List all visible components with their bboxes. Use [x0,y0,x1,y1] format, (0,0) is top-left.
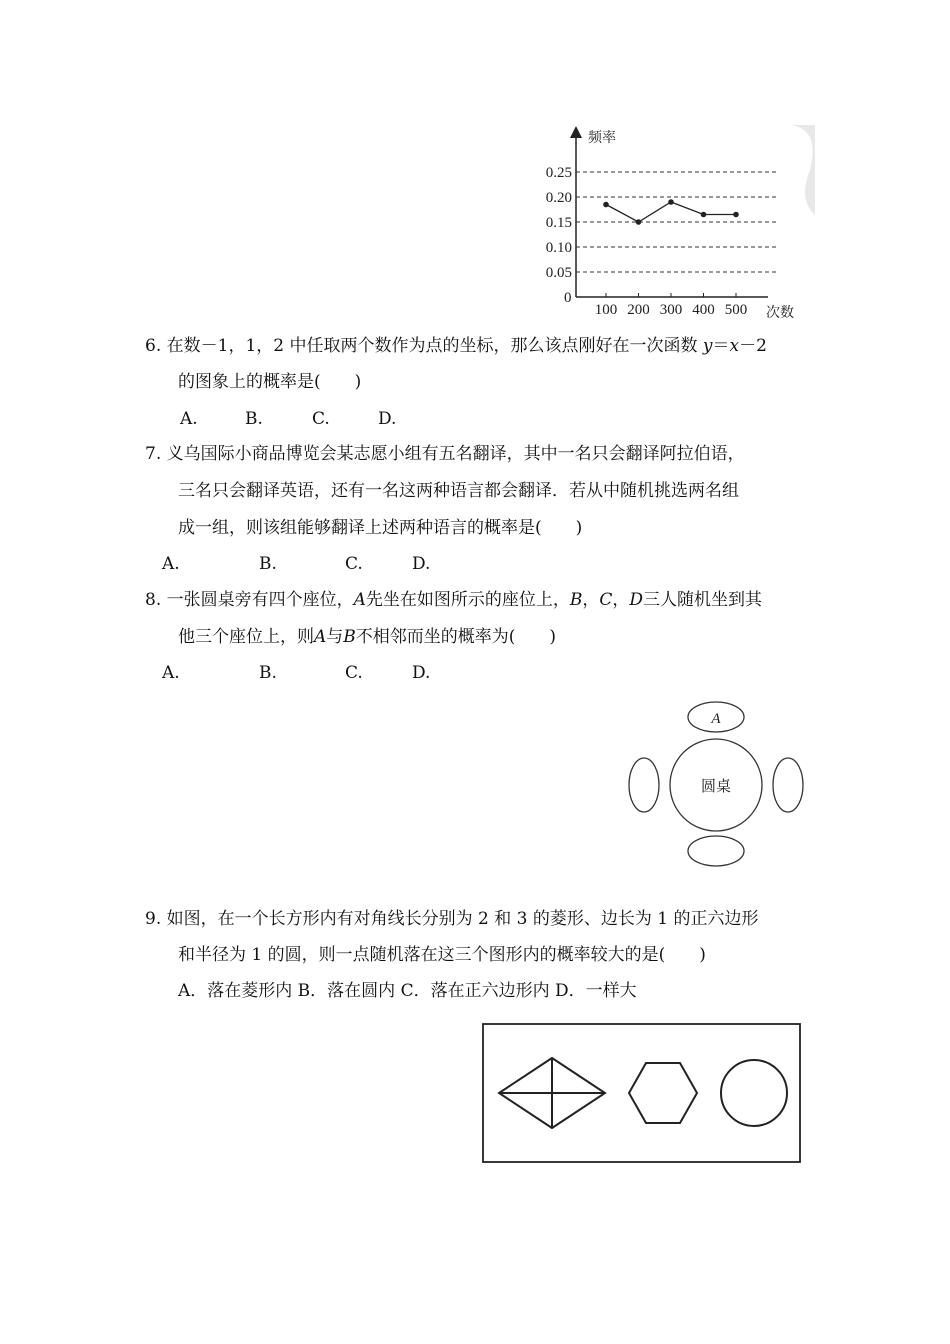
q8-text-d: 他三个座位上，则 [178,627,314,647]
y-axis-label: 频率 [588,130,616,146]
series-line [606,202,736,222]
origin-label: 0 [564,290,572,306]
q8-line2 [178,626,556,648]
seat-right [773,758,803,812]
q8-var-c: C [599,590,613,610]
q6-line2: 的图象上的概率是( ) [178,372,362,392]
q6-text: 6. 在数－1，1，2 中任取两个数作为点的坐标，那么该点刚好在一次函数 [145,336,698,356]
q8-comma-1: ， [582,590,600,610]
q6-func-rest: －2 [739,336,767,356]
shapes-figure [480,1020,805,1166]
round-table-figure [620,695,810,875]
q8-option-d: D. [412,663,431,683]
q6-option-c: C. [312,409,330,429]
hexagon [629,1063,697,1123]
data-point [701,212,707,218]
seat-bottom [688,836,744,866]
q7-option-c: C. [345,554,363,574]
x-tick-label: 400 [692,302,715,318]
seat-top-label: A [711,711,721,727]
q7-line2: 三名只会翻译英语，还有一名这两种语言都会翻译．若从中随机挑选两名组 [178,481,739,501]
frequency-line-chart [530,120,820,325]
q8-var-a2: A [314,627,327,647]
q7-line3: 成一组，则该组能够翻译上述两种语言的概率是( ) [178,518,583,538]
x-tick-label: 500 [724,302,748,318]
q7-option-b: B. [259,554,277,574]
watermark-shape [792,125,815,215]
q8-line1 [145,589,762,611]
q6-line1 [145,335,767,357]
q9-line2: 和半径为 1 的圆，则一点随机落在这三个图形内的概率较大的是( ) [178,945,706,965]
data-point [603,202,609,208]
q8-var-b2: B [343,627,356,647]
q8-var-d: D [629,590,644,610]
x-tick-label: 200 [627,302,650,318]
q7-option-d: D. [412,554,431,574]
q9-line1: 9. 如图，在一个长方形内有对角线长分别为 2 和 3 的菱形、边长为 1 的正六边形 [145,909,759,929]
q8-text-e: 与 [326,627,344,647]
q9-options: A．落在菱形内 B．落在圆内 C．落在正六边形内 D．一样大 [178,981,637,1001]
q7-option-a: A. [162,554,180,574]
circle [721,1060,787,1126]
x-tick-label: 100 [594,302,618,318]
y-tick-label: 0.25 [545,165,572,181]
x-tick-label: 300 [659,302,683,318]
y-tick-label: 0.10 [545,240,572,256]
q6-func-y: y [702,336,713,356]
data-point [668,199,674,205]
q6-func-eq: ＝ [712,336,730,356]
y-tick-label: 0.05 [545,265,572,281]
q8-option-a: A. [162,663,180,683]
q8-text-f: 不相邻而坐的概率为( ) [355,627,557,647]
y-tick-label: 0.15 [545,215,572,231]
q8-var-a: A [353,590,366,610]
seat-left [629,758,659,812]
q8-text-c: 三人随机坐到其 [643,590,763,610]
q8-option-c: C. [345,663,363,683]
y-tick-label: 0.20 [545,190,572,206]
data-point [636,219,642,225]
q8-comma-2: ， [612,590,630,610]
round-table-label: 圆桌 [700,777,732,795]
q6-func-x: x [729,336,740,356]
q8-text-b: 先坐在如图所示的座位上， [365,590,570,610]
q6-option-a: A. [180,409,198,429]
x-axis-label: 次数 [766,305,794,321]
q7-line1: 7. 义乌国际小商品博览会某志愿小组有五名翻译，其中一名只会翻译阿拉伯语， [145,444,745,464]
q8-var-b: B [569,590,583,610]
data-point [733,212,739,218]
q8-option-b: B. [259,663,277,683]
q8-text-a: 8. 一张圆桌旁有四个座位， [145,590,354,610]
q6-option-b: B. [245,409,263,429]
q6-option-d: D. [378,409,397,429]
